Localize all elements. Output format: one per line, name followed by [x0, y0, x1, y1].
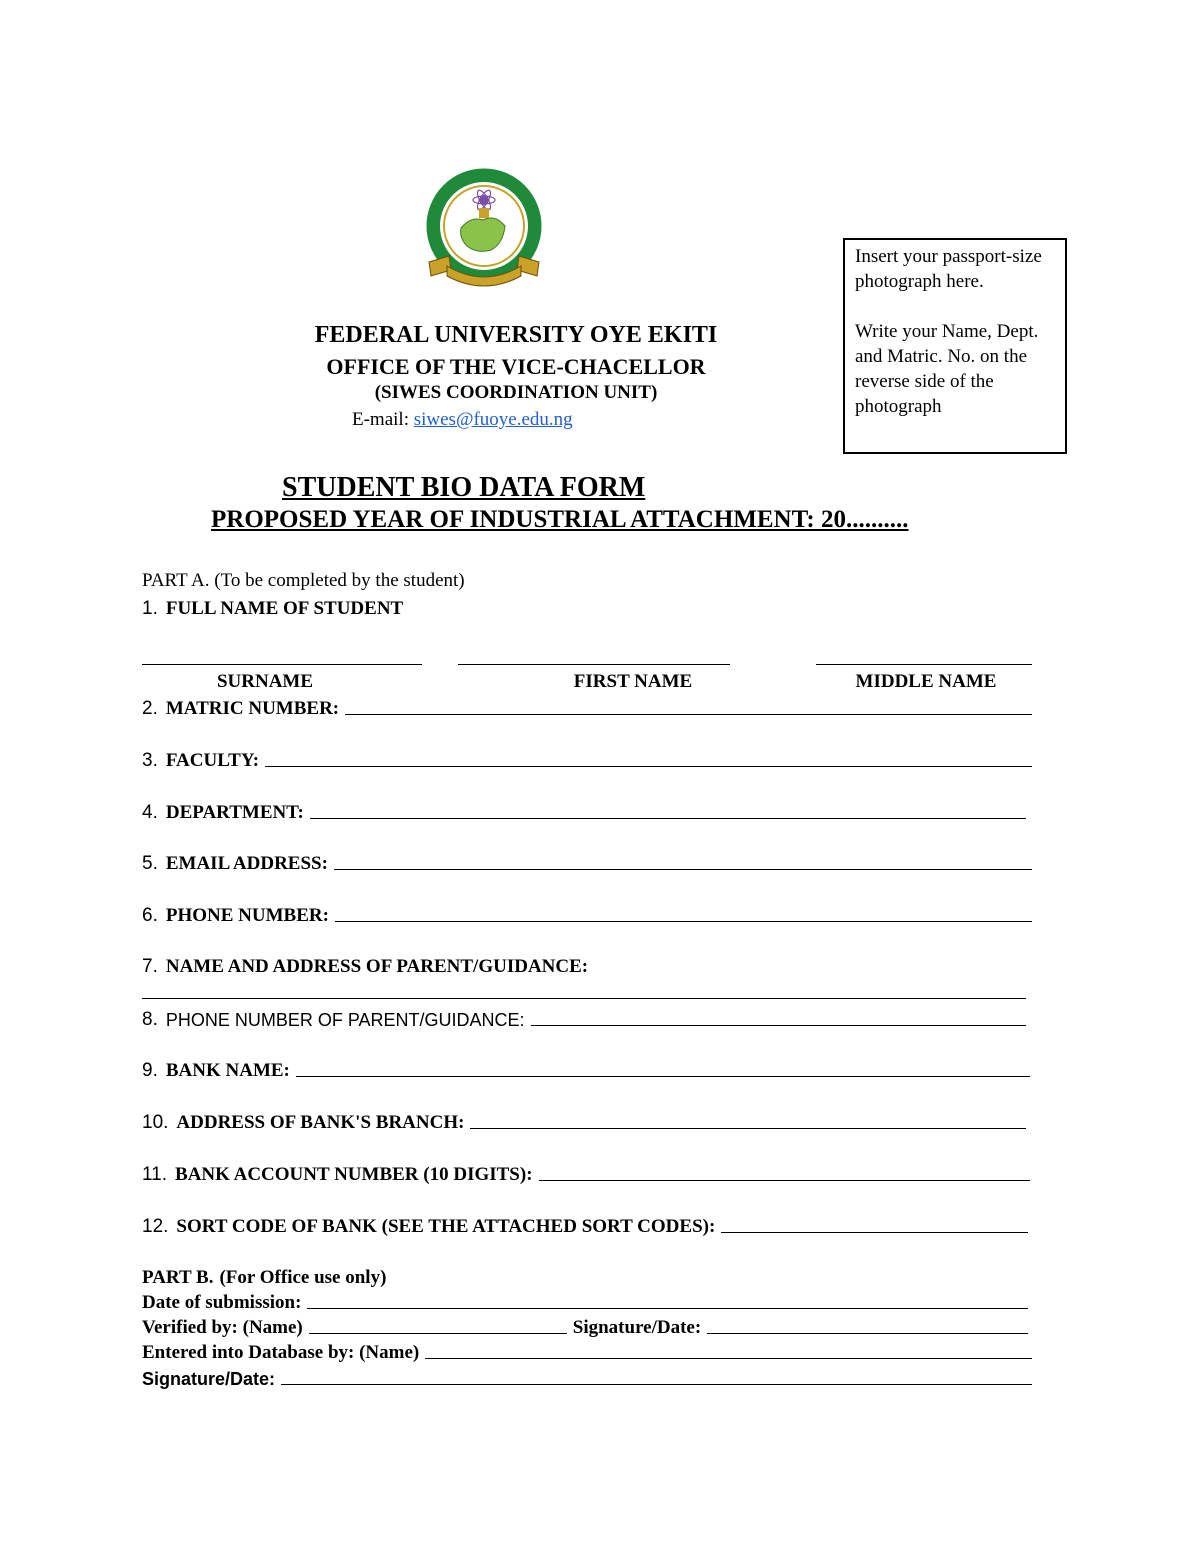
parent-address-input[interactable] [142, 998, 1026, 999]
field-number: 5. [142, 853, 158, 874]
field-label: SORT CODE OF BANK (SEE THE ATTACHED SORT CODES): [176, 1216, 716, 1237]
field-signature-date[interactable] [142, 1364, 1032, 1390]
field-number: 10. [142, 1112, 169, 1133]
middle-name-input[interactable] [816, 664, 1032, 665]
field-faculty[interactable] [142, 746, 1032, 772]
field-label: NAME AND ADDRESS OF PARENT/GUIDANCE: [165, 956, 589, 977]
email-input[interactable] [334, 868, 1032, 870]
field-number: 12. [142, 1216, 169, 1237]
field-number: 4. [142, 802, 158, 823]
field-label: Date of submission: [142, 1292, 302, 1313]
field-label: Entered into Database by: (Name) [142, 1342, 420, 1363]
first-name-input[interactable] [458, 664, 730, 665]
field-label: PHONE NUMBER OF PARENT/GUIDANCE: [165, 1010, 525, 1030]
field-number: 6. [142, 905, 158, 926]
field-number: 2. [142, 698, 158, 719]
field-entered-by[interactable] [142, 1338, 1032, 1364]
surname-input[interactable] [142, 664, 422, 665]
part-b-title: PART B. [142, 1267, 214, 1288]
field-phone[interactable] [142, 901, 1032, 927]
field-label: DEPARTMENT: [165, 802, 304, 823]
field-date-submission[interactable] [142, 1288, 1028, 1314]
entered-by-input[interactable] [425, 1357, 1032, 1359]
verified-signature-input[interactable] [707, 1332, 1028, 1334]
faculty-input[interactable] [265, 765, 1032, 767]
field-number: 9. [142, 1060, 158, 1081]
field-parent [142, 952, 1032, 978]
field-parent-phone[interactable] [142, 1005, 1026, 1031]
university-logo [421, 166, 547, 292]
account-number-input[interactable] [539, 1179, 1030, 1181]
field-label: Signature/Date: [572, 1317, 702, 1338]
bank-address-input[interactable] [470, 1127, 1026, 1129]
parent-phone-input[interactable] [531, 1024, 1026, 1026]
passport-photo-box [843, 238, 1067, 454]
email-link[interactable]: siwes@fuoye.edu.ng [413, 409, 573, 430]
field-matric[interactable] [142, 694, 1032, 720]
email-label: E-mail: [352, 409, 409, 430]
department-input[interactable] [310, 817, 1026, 819]
field-email[interactable] [142, 849, 1032, 875]
sort-code-input[interactable] [721, 1231, 1028, 1233]
field-label: EMAIL ADDRESS: [165, 853, 328, 874]
field-account-number[interactable] [142, 1160, 1030, 1186]
field-label: Verified by: (Name) [142, 1317, 303, 1338]
field-department[interactable] [142, 798, 1026, 824]
signature-date-input[interactable] [281, 1383, 1032, 1385]
field-label: PHONE NUMBER: [165, 905, 329, 926]
field-number: 11. [142, 1164, 168, 1185]
university-name: FEDERAL UNIVERSITY OYE EKITI [314, 322, 718, 348]
form-subtitle: PROPOSED YEAR OF INDUSTRIAL ATTACHMENT: 20.......... [211, 506, 909, 533]
field-label: BANK ACCOUNT NUMBER (10 DIGITS): [175, 1164, 533, 1185]
unit-name: (SIWES COORDINATION UNIT) [374, 382, 658, 403]
field-full-name [142, 594, 1032, 620]
field-label: Signature/Date: [142, 1369, 276, 1389]
field-label: ADDRESS OF BANK'S BRANCH: [176, 1112, 465, 1133]
photo-instruction: Insert your passport-size photograph here. [855, 246, 1042, 292]
part-b-note: (For Office use only) [219, 1267, 387, 1288]
field-bank-name[interactable] [142, 1056, 1030, 1082]
office-name: OFFICE OF THE VICE-CHACELLOR [326, 354, 706, 379]
bank-name-input[interactable] [296, 1075, 1030, 1077]
matric-input[interactable] [345, 713, 1032, 715]
email-line [352, 409, 573, 431]
field-sort-code[interactable] [142, 1212, 1028, 1238]
photo-reverse-instruction: Write your Name, Dept. and Matric. No. on the reverse side of the photograph [855, 321, 1039, 417]
field-number: 7. [142, 956, 158, 977]
field-bank-address[interactable] [142, 1108, 1026, 1134]
middle-name-label: MIDDLE NAME [855, 671, 997, 692]
verified-name-input[interactable] [309, 1332, 567, 1334]
date-submission-input[interactable] [307, 1307, 1028, 1309]
field-label: FACULTY: [165, 750, 260, 771]
surname-label: SURNAME [216, 671, 314, 692]
field-number: 8. [142, 1009, 158, 1030]
field-label: BANK NAME: [165, 1060, 290, 1081]
form-title: STUDENT BIO DATA FORM [282, 472, 646, 503]
field-verified-by[interactable] [142, 1313, 1028, 1339]
field-number: 3. [142, 750, 158, 771]
first-name-label: FIRST NAME [573, 671, 693, 692]
phone-input[interactable] [335, 920, 1032, 922]
part-a-heading: PART A. (To be completed by the student) [142, 570, 465, 591]
part-b-heading [142, 1263, 1032, 1289]
field-label: MATRIC NUMBER: [165, 698, 340, 719]
field-number: 1. [142, 598, 158, 619]
field-label: FULL NAME OF STUDENT [165, 598, 404, 619]
